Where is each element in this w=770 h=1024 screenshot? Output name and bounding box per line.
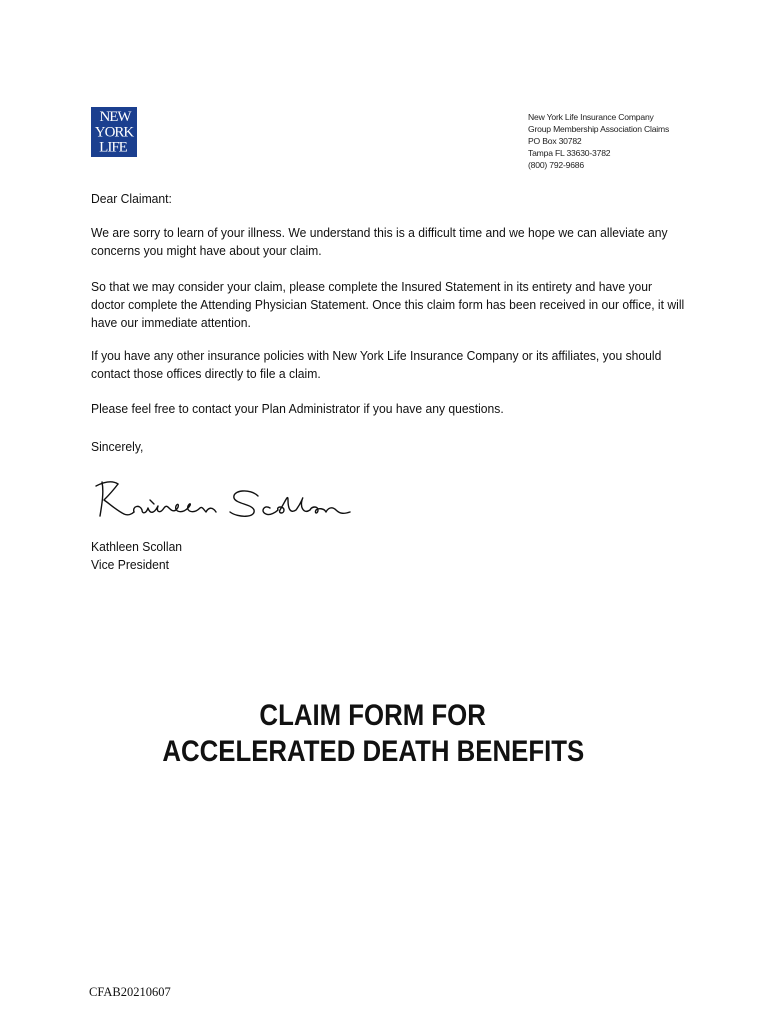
signer-name: Kathleen Scollan [91,539,183,554]
closing: Sincerely, [91,439,144,454]
phone-number: (800) 792-9686 [528,160,584,170]
claims-department: Group Membership Association Claims [528,124,670,134]
svg-text:NEW: NEW [99,109,131,126]
salutation: Dear Claimant: [91,191,172,206]
signer-title: Vice President [91,557,170,572]
svg-text:LIFE: LIFE [99,139,127,156]
company-address-block [528,111,758,171]
logo-mark [91,107,137,157]
company-name: New York Life Insurance Company [528,112,654,122]
form-title-line-1: CLAIM FORM FOR [259,699,487,732]
paragraph-sympathy: We are sorry to learn of your illness. We understand this is a difficult time and we hope we can alleviate any concerns you might have about your claim. [91,225,668,259]
paragraph-other-policies: If you have any other insurance policies with New York Life Insurance Company or its affiliates, you should contact those offices directly to file a claim. [91,348,662,382]
form-title-line-2: ACCELERATED DEATH BENEFITS [162,735,584,768]
form-code: CFAB20210607 [89,985,171,999]
svg-text:YORK: YORK [94,124,134,141]
new-york-life-logo [91,107,137,157]
form-title [0,698,746,770]
paragraph-instructions: So that we may consider your claim, please complete the Insured Statement in its entirety and have your doctor complete the Attending Physician Statement. Once this claim form has been received in our office, it will have our immediate attention. [91,279,685,331]
handwritten-signature [92,474,358,524]
signer-block [91,538,182,574]
po-box: PO Box 30782 [528,136,582,146]
city-state-zip: Tampa FL 33630-3782 [528,148,611,158]
paragraph-contact: Please feel free to contact your Plan Administrator if you have any questions. [91,401,504,416]
